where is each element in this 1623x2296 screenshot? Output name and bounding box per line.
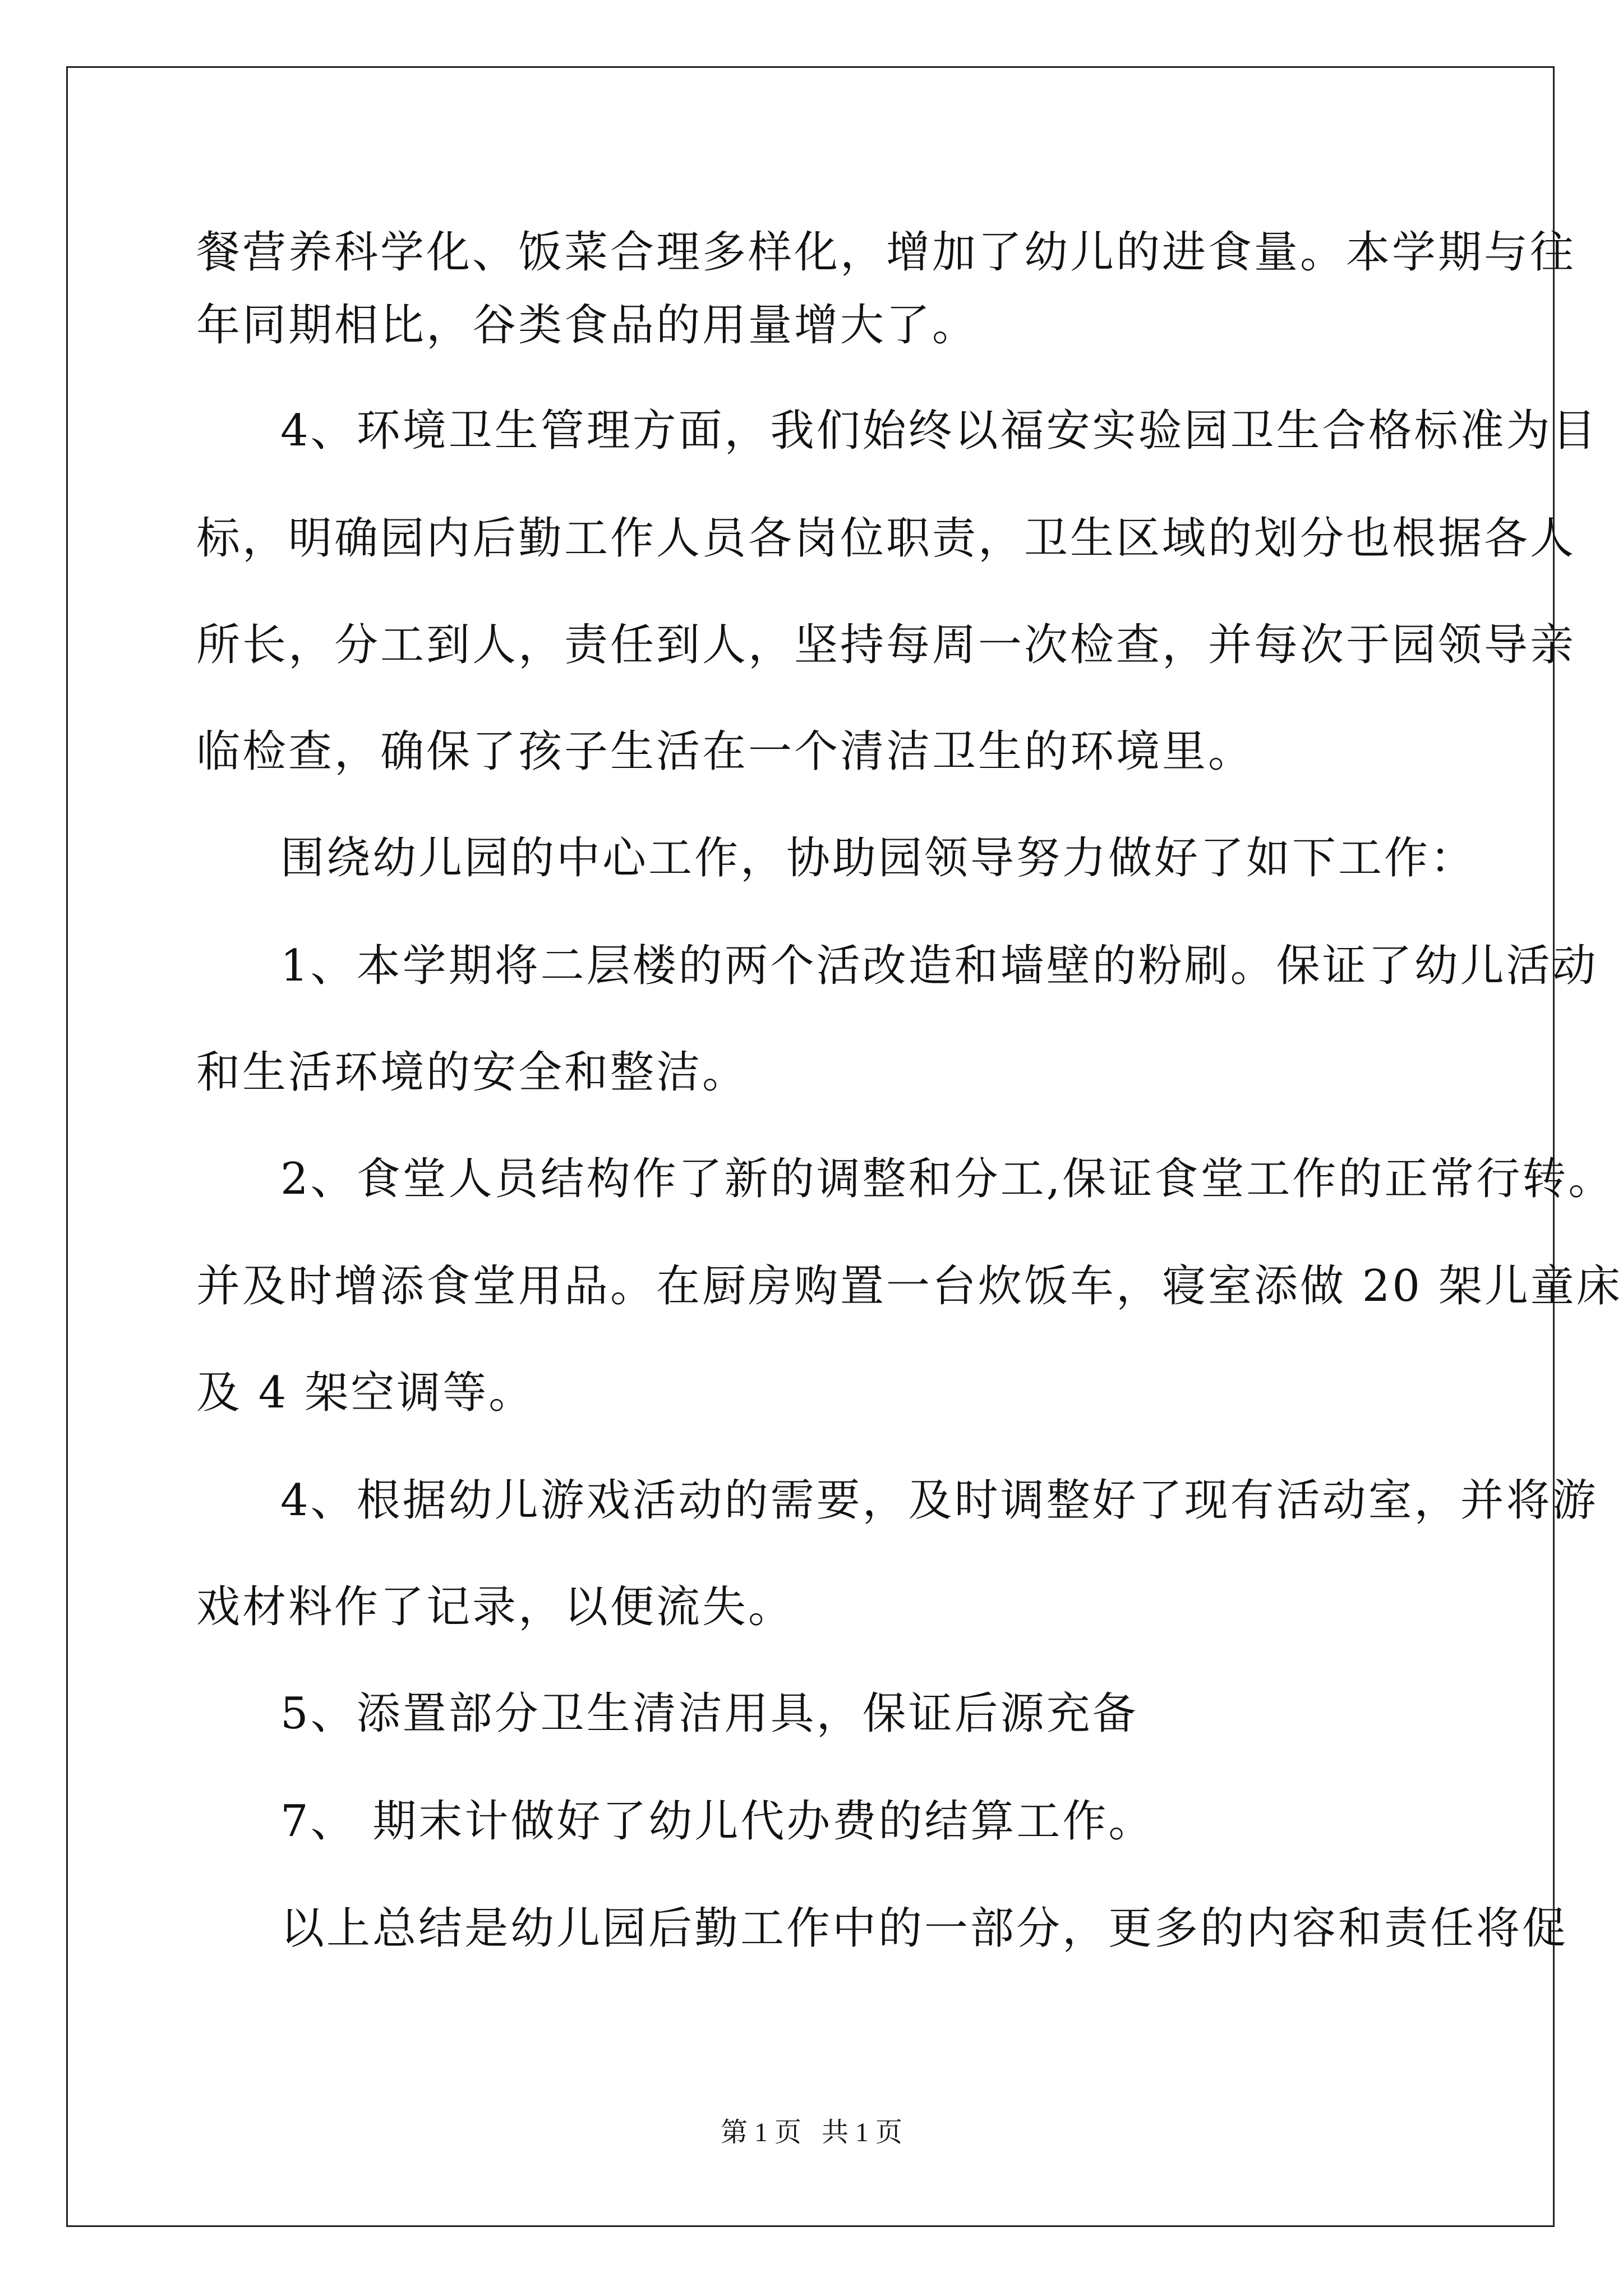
text-line: 临检查，确保了孩子生活在一个清洁卫生的环境里。: [196, 726, 1255, 777]
text-line: 7、 期末计做好了幼儿代办费的结算工作。: [280, 1796, 1155, 1847]
text-line: 5、添置部分卫生清洁用具，保证后源充备: [280, 1688, 1138, 1739]
text-line: 并及时增添食堂用品。在厨房购置一台炊饭车，寝室添做 20 架儿童床: [196, 1261, 1622, 1312]
text-line: 4、根据幼儿游戏活动的需要，及时调整好了现有活动室，并将游: [280, 1475, 1598, 1526]
text-line: 戏材料作了记录，以便流失。: [196, 1582, 795, 1632]
text-line: 年同期相比，谷类食品的用量增大了。: [196, 300, 979, 351]
text-line: 以上总结是幼儿园后勤工作中的一部分，更多的内容和责任将促: [280, 1903, 1569, 1954]
page-number-footer: 第 1 页 共 1 页: [720, 2118, 902, 2147]
text-line: 所长，分工到人，责任到人，坚持每周一次检查，并每次于园领导亲: [196, 620, 1576, 670]
text-line: 餐营养科学化、饭菜合理多样化，增加了幼儿的进食量。本学期与往: [196, 227, 1576, 278]
text-line: 围绕幼儿园的中心工作，协助园领导努力做好了如下工作：: [280, 833, 1477, 884]
text-line: 4、环境卫生管理方面，我们始终以福安实验园卫生合格标准为目: [280, 406, 1598, 456]
text-line: 及 4 架空调等。: [196, 1368, 535, 1418]
text-line: 和生活环境的安全和整洁。: [196, 1047, 749, 1098]
text-line: 1、本学期将二层楼的两个活改造和墙壁的粉刷。保证了幼儿活动: [280, 941, 1598, 991]
text-line: 2、食堂人员结构作了新的调整和分工,保证食堂工作的正常行转。: [280, 1154, 1615, 1204]
text-line: 标，明确园内后勤工作人员各岗位职责，卫生区域的划分也根据各人: [196, 513, 1576, 564]
